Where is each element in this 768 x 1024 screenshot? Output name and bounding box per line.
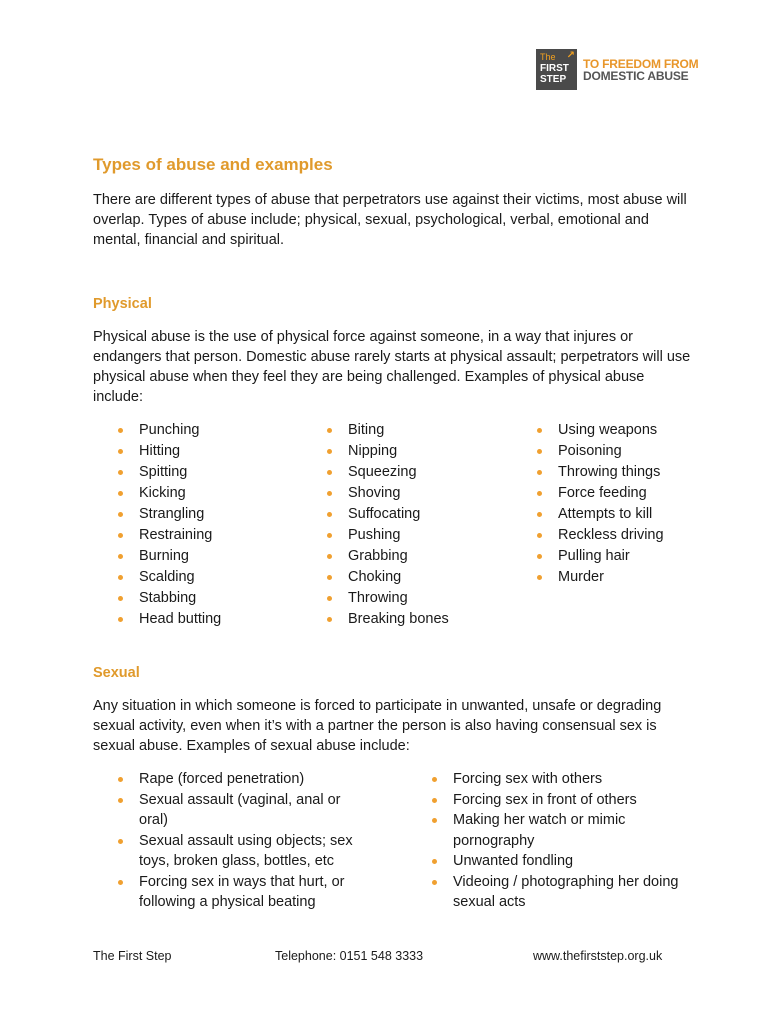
sexual-list-col2	[430, 769, 680, 913]
sexual-list-col1	[116, 769, 361, 913]
list-item: Suffocating	[325, 504, 525, 525]
list-item: Making her watch or mimic pornography	[430, 810, 680, 851]
list-item: Strangling	[116, 504, 316, 525]
list-item: Using weapons	[535, 420, 735, 441]
list-item: Scalding	[116, 567, 316, 588]
list-item: Murder	[535, 567, 735, 588]
list-item: Biting	[325, 420, 525, 441]
list-item: Attempts to kill	[535, 504, 735, 525]
page-title: Types of abuse and examples	[93, 155, 333, 174]
list-item: Choking	[325, 567, 525, 588]
sexual-heading: Sexual	[93, 665, 140, 681]
list-item: Burning	[116, 546, 316, 567]
list-item: Unwanted fondling	[430, 851, 680, 872]
list-item: Forcing sex in ways that hurt, or following a physical beating	[116, 872, 361, 913]
list-item: Forcing sex with others	[430, 769, 680, 790]
list-item: Breaking bones	[325, 609, 525, 630]
logo	[536, 49, 698, 90]
list-item: Restraining	[116, 525, 316, 546]
list-item: Punching	[116, 420, 316, 441]
list-item: Pulling hair	[535, 546, 735, 567]
logo-step: STEP	[540, 74, 567, 85]
list-item: Throwing things	[535, 462, 735, 483]
physical-heading: Physical	[93, 296, 152, 312]
list-item: Force feeding	[535, 483, 735, 504]
list-item: Squeezing	[325, 462, 525, 483]
list-item: Reckless driving	[535, 525, 735, 546]
arrow-up-right-icon: ↗	[566, 50, 575, 61]
list-item: Forcing sex in front of others	[430, 790, 680, 811]
list-item: Videoing / photographing her doing sexual acts	[430, 872, 680, 913]
sexual-paragraph: Any situation in which someone is forced to participate in unwanted, unsafe or degrading sexual activity, even when it’s with a partner the person is also having consensual sex is sexual abuse. Examples of sexual abuse include:	[93, 698, 662, 754]
physical-list-col2	[325, 420, 525, 630]
logo-tagline	[583, 58, 698, 82]
list-item: Hitting	[116, 441, 316, 462]
physical-list-col3	[535, 420, 735, 588]
footer-phone: Telephone: 0151 548 3333	[275, 949, 424, 963]
logo-tagline-line2: DOMESTIC ABUSE	[583, 68, 689, 83]
list-item: Kicking	[116, 483, 316, 504]
list-item: Throwing	[325, 588, 525, 609]
intro-paragraph: There are different types of abuse that perpetrators use against their victims, most abuse will overlap. Types of abuse include; physical, sexual, psychological, verbal, emotional and mental, financial and spiritual.	[93, 192, 687, 248]
list-item: Nipping	[325, 441, 525, 462]
list-item: Head butting	[116, 609, 316, 630]
list-item: Sexual assault (vaginal, anal or oral)	[116, 790, 361, 831]
list-item: Spitting	[116, 462, 316, 483]
list-item: Stabbing	[116, 588, 316, 609]
list-item: Pushing	[325, 525, 525, 546]
logo-first: FIRST	[540, 63, 569, 74]
logo-the: The	[540, 52, 556, 62]
physical-paragraph: Physical abuse is the use of physical force against someone, in a way that injures or endangers that person. Domestic abuse rarely starts at physical assault; perpetrators will use physical abuse when they feel they are being challenged. Examples of physical abuse include:	[93, 329, 691, 405]
footer-org: The First Step	[93, 949, 172, 963]
physical-list-col1	[116, 420, 316, 630]
logo-mark	[536, 49, 577, 90]
list-item: Grabbing	[325, 546, 525, 567]
footer-website: www.thefirststep.org.uk	[533, 949, 663, 963]
list-item: Shoving	[325, 483, 525, 504]
list-item: Sexual assault using objects; sex toys, broken glass, bottles, etc	[116, 831, 361, 872]
logo-tagline-line1: TO FREEDOM FROM	[583, 56, 699, 71]
list-item: Rape (forced penetration)	[116, 769, 361, 790]
list-item: Poisoning	[535, 441, 735, 462]
